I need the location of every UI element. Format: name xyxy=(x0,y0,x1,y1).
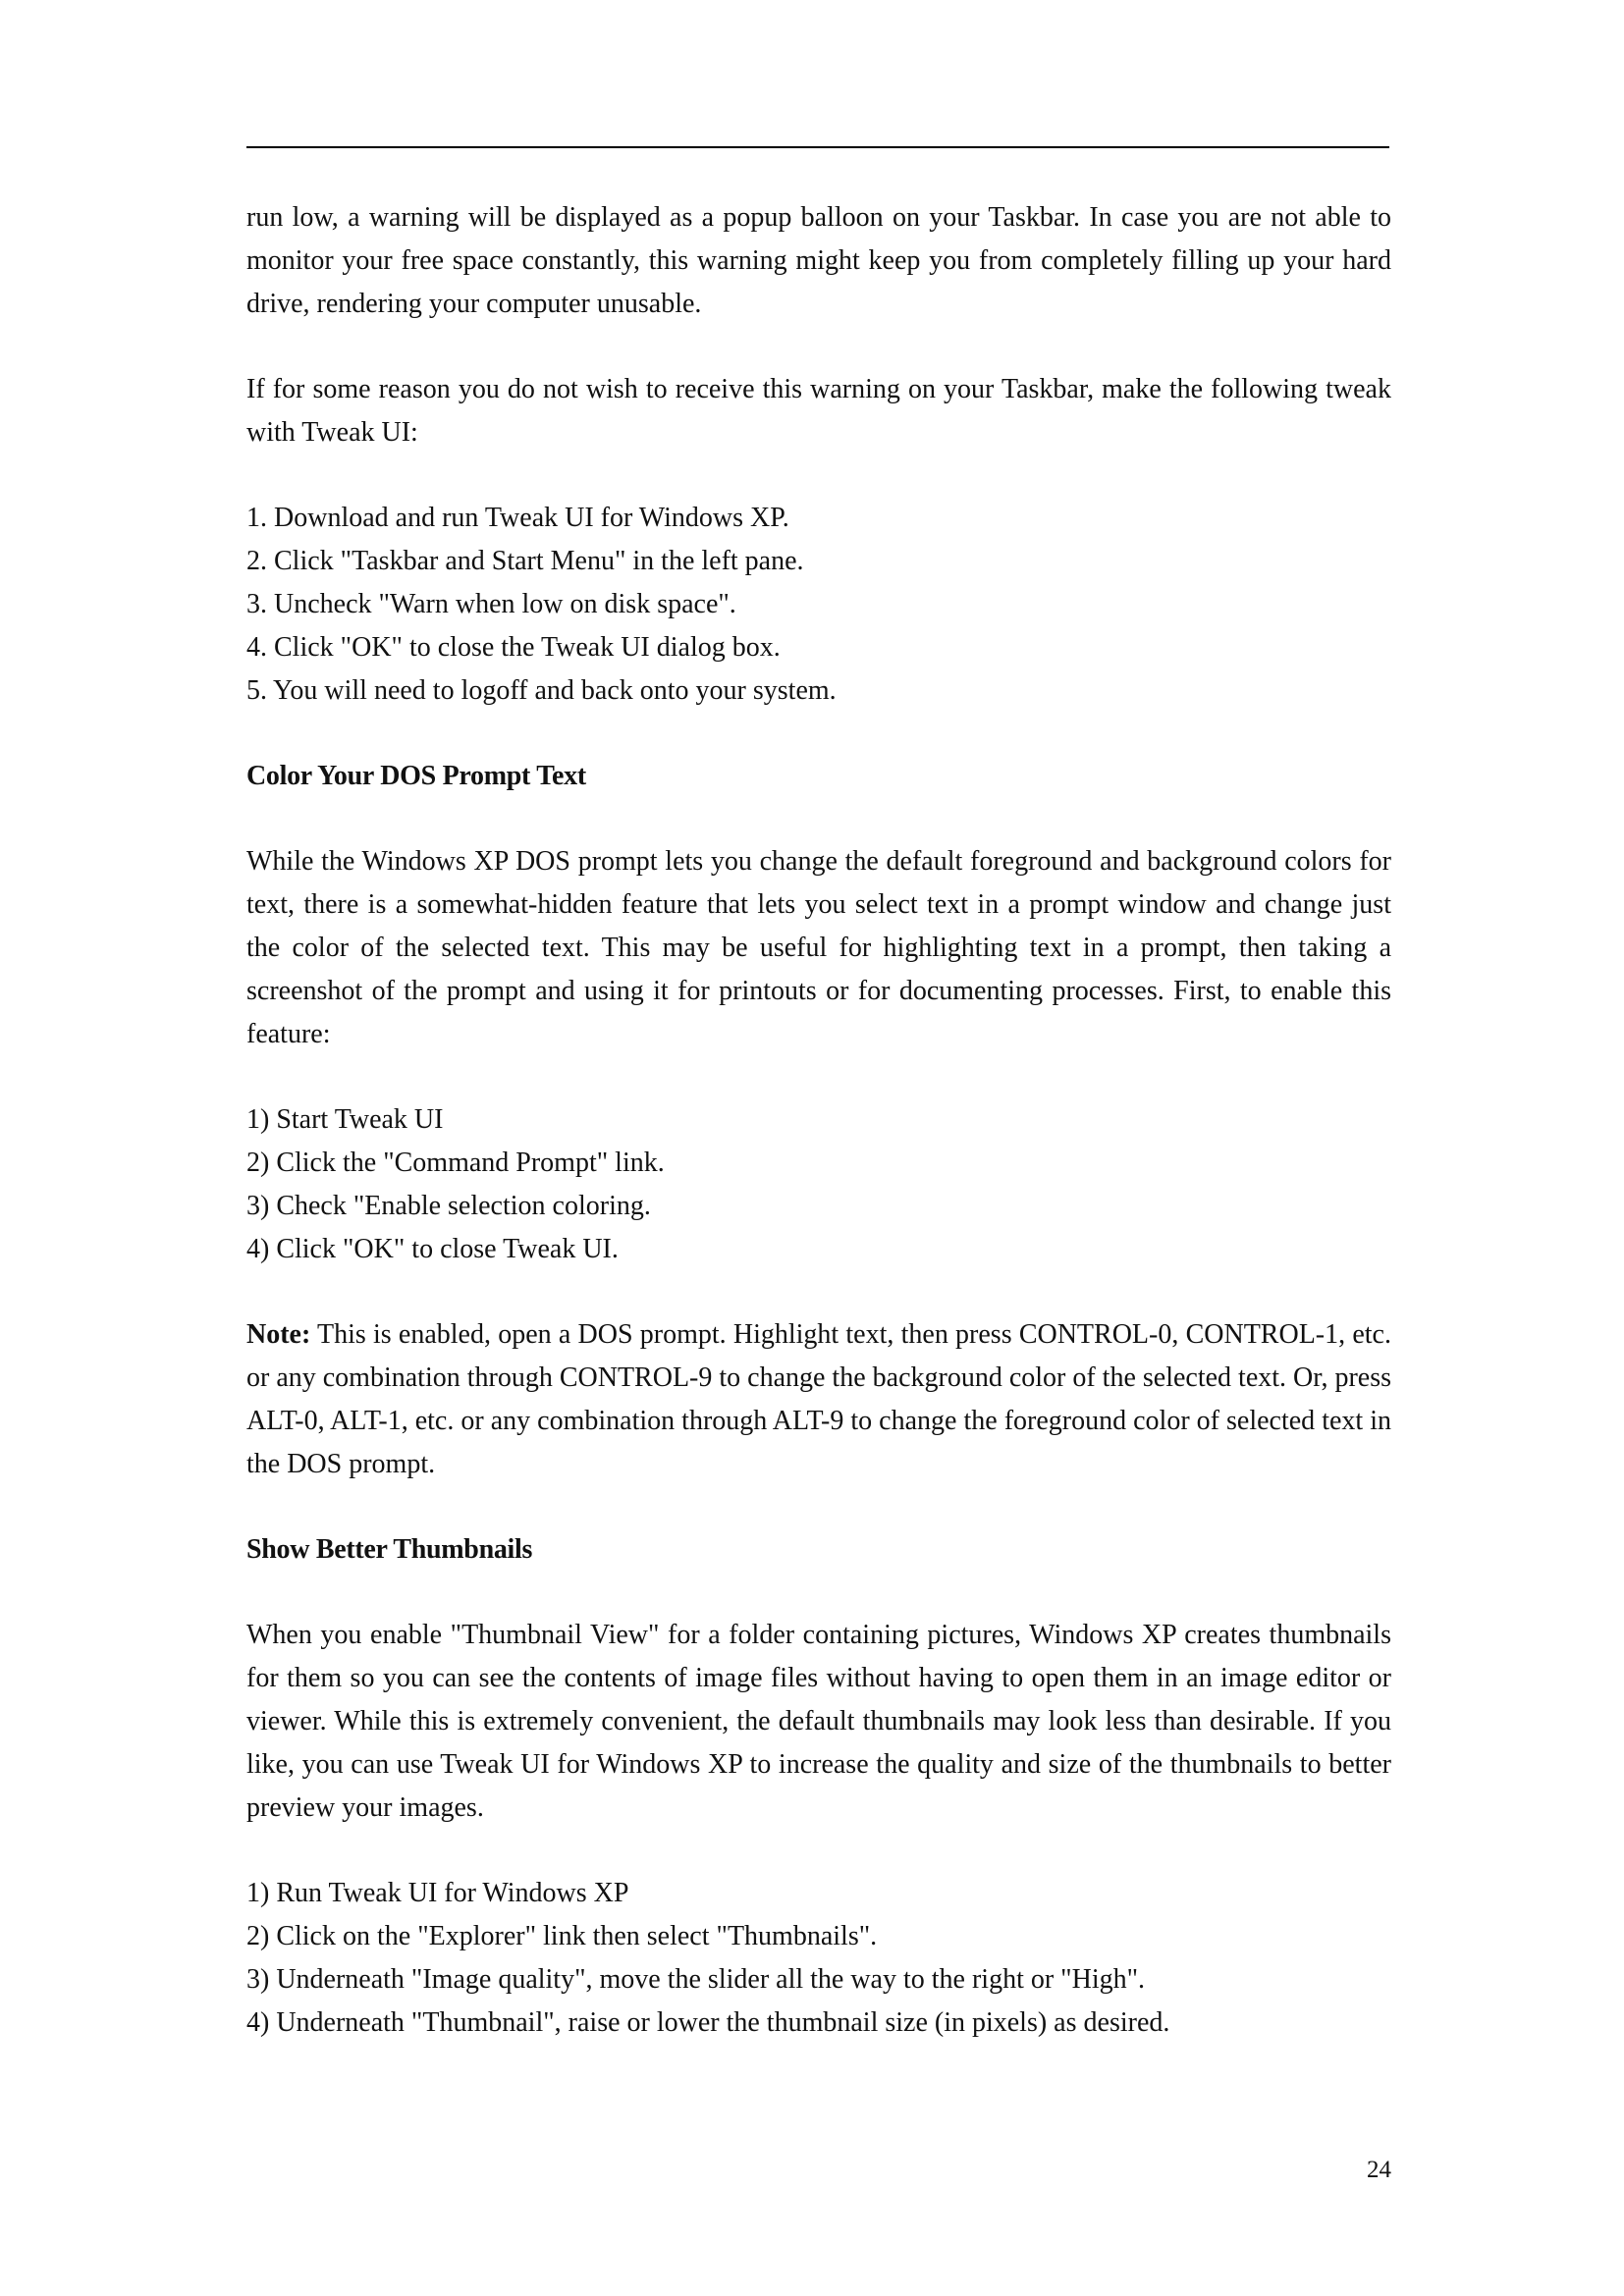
dos-prompt-paragraph: While the Windows XP DOS prompt lets you change the default foreground and background colors for text, there is a somewhat-hidden feature that lets you select text in a prompt window and change just the color of the selected text. This may be useful for highlighting text in a prompt, then taking a screenshot of the prompt and using it for printouts or for documenting processes. First, to enable this feature: xyxy=(246,846,1391,1049)
note-label: Note: xyxy=(246,1319,311,1350)
note-paragraph xyxy=(246,1313,1391,1486)
intro-paragraph-1: run low, a warning will be displayed as a popup balloon on your Taskbar. In case you are not able to monitor your free space constantly, this warning might keep you from completely filling up your hard drive, rendering your computer unusable. xyxy=(246,202,1391,319)
list-item: 3. Uncheck "Warn when low on disk space". xyxy=(246,589,736,619)
dos-steps-list xyxy=(246,1098,1391,1271)
list-item: 1) Run Tweak UI for Windows XP xyxy=(246,1878,629,1908)
list-item: 4. Click "OK" to close the Tweak UI dialog box. xyxy=(246,632,781,663)
section-heading-thumbnails: Show Better Thumbnails xyxy=(246,1534,533,1565)
list-item: 2) Click the "Command Prompt" link. xyxy=(246,1148,665,1178)
intro-paragraph-2: If for some reason you do not wish to receive this warning on your Taskbar, make the following tweak with Tweak UI: xyxy=(246,374,1391,448)
list-item: 4) Click "OK" to close Tweak UI. xyxy=(246,1234,619,1264)
list-item: 3) Underneath "Image quality", move the slider all the way to the right or "High". xyxy=(246,1964,1146,1995)
page-body xyxy=(246,196,1391,2087)
list-item: 5. You will need to logoff and back onto your system. xyxy=(246,675,837,706)
thumbnails-paragraph: When you enable "Thumbnail View" for a folder containing pictures, Windows XP creates thumbnails for them so you can see the contents of image files without having to open them in an image editor or viewer. While this is extremely convenient, the default thumbnails may look less than desirable. If you like, you can use Tweak UI for Windows XP to increase the quality and size of the thumbnails to better preview your images. xyxy=(246,1620,1391,1823)
intro-steps-list xyxy=(246,497,1391,713)
header-rule xyxy=(246,146,1389,148)
list-item: 2) Click on the "Explorer" link then select "Thumbnails". xyxy=(246,1921,878,1951)
note-text: This is enabled, open a DOS prompt. Highlight text, then press CONTROL-0, CONTROL-1, etc. or any combination through CONTROL-9 to change the background color of the selected text. Or, press ALT-0, ALT-1, etc. or any combination through ALT-9 to change the foreground color of selected text in the DOS prompt. xyxy=(246,1319,1392,1479)
list-item: 3) Check "Enable selection coloring. xyxy=(246,1191,651,1221)
list-item: 1. Download and run Tweak UI for Windows XP. xyxy=(246,503,789,533)
list-item: 2. Click "Taskbar and Start Menu" in the left pane. xyxy=(246,546,804,576)
list-item: 1) Start Tweak UI xyxy=(246,1104,444,1135)
list-item: 4) Underneath "Thumbnail", raise or lower the thumbnail size (in pixels) as desired. xyxy=(246,2007,1170,2038)
page-number: 24 xyxy=(1367,2157,1391,2183)
section-heading-dos-prompt: Color Your DOS Prompt Text xyxy=(246,761,586,791)
thumbnails-steps-list xyxy=(246,1872,1391,2045)
